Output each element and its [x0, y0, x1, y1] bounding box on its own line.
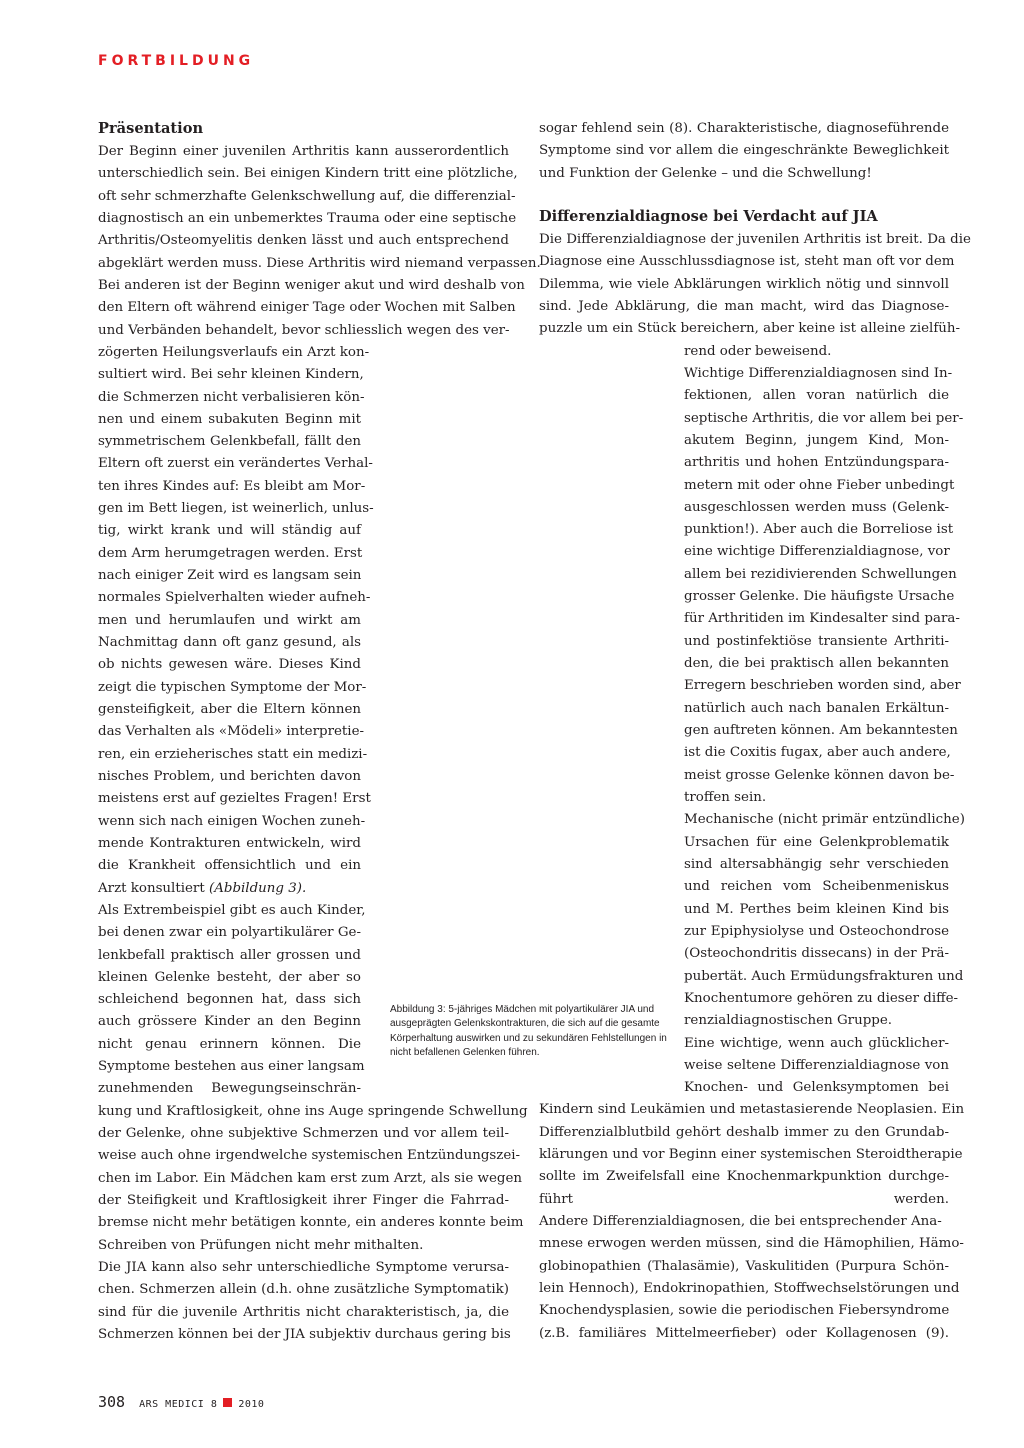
text-line: unterschiedlich sein. Bei einigen Kindern tritt eine plötzliche,: [98, 166, 518, 182]
text-line: sind für die juvenile Arthritis nicht charakteristisch, ja, die: [98, 1304, 509, 1320]
text-line: zunehmenden Bewegungseinschrän-: [98, 1081, 361, 1097]
text-line: zögerten Heilungsverlaufs ein Arzt kon-: [98, 344, 370, 360]
text-line: bremse nicht mehr betätigen konnte, ein anderes konnte beim: [98, 1215, 524, 1231]
text-line: Nachmittag dann oft ganz gesund, als: [98, 635, 361, 651]
journal-name: ARS MEDICI 8: [139, 1399, 218, 1410]
text-line: chen. Schmerzen allein (d.h. ohne zusätzliche Symptomatik): [98, 1282, 509, 1298]
text-line: Symptome bestehen aus einer langsam: [98, 1059, 365, 1075]
text-line: und postinfektiöse transiente Arthriti-: [684, 633, 949, 649]
text-line: renzialdiagnostischen Gruppe.: [684, 1013, 893, 1029]
text-line: schleichend begonnen hat, dass sich: [98, 992, 361, 1008]
text-line: und reichen vom Scheibenmeniskus: [684, 879, 949, 895]
text-line: Knochentumore gehören zu dieser diffe-: [684, 990, 959, 1006]
text-line: sollte im Zweifelsfall eine Knochenmarkpunktion durchge-: [539, 1169, 949, 1185]
text-line: sind. Jede Abklärung, die man macht, wird das Diagnose-: [539, 298, 949, 314]
text-line: dem Arm herumgetragen werden. Erst: [98, 545, 363, 561]
text-line: meist grosse Gelenke können davon be-: [684, 767, 955, 783]
text-line: Die JIA kann also sehr unterschiedliche Symptome verursa-: [98, 1260, 509, 1275]
text-line: klärungen und vor Beginn einer systemischen Steroidtherapie: [539, 1147, 963, 1163]
text-line: men und herumlaufen und wirkt am: [98, 612, 361, 628]
text-line: kleinen Gelenke besteht, der aber so: [98, 969, 361, 985]
text-line: Schreiben von Prüfungen nicht mehr mithalten.: [98, 1237, 424, 1253]
text-line: gen im Bett liegen, ist weinerlich, unlus-: [98, 501, 374, 517]
text-line: Dilemma, wie viele Abklärungen wirklich nötig und sinnvoll: [539, 276, 949, 292]
text-line: (Osteochondritis dissecans) in der Prä-: [684, 946, 949, 962]
text-line: lenkbefall praktisch aller grossen und: [98, 947, 361, 963]
text-line: zeigt die typischen Symptome der Mor-: [98, 679, 367, 695]
section-heading: Differenzialdiagnose bei Verdacht auf JIA: [539, 208, 878, 225]
figure-caption-line: Abbildung 3: 5-jähriges Mädchen mit polyartikulärer JIA und: [390, 1004, 655, 1015]
text-line: nisches Problem, und berichten davon: [98, 768, 361, 784]
text-line: die Schmerzen nicht verbalisieren kön-: [98, 389, 365, 405]
text-line: Schmerzen können bei der JIA subjektiv durchaus gering bis: [98, 1326, 511, 1342]
text-line: Andere Differenzialdiagnosen, die bei entsprechender Ana-: [539, 1214, 942, 1230]
text-line: der Steifigkeit und Kraftlosigkeit ihrer Finger die Fahrrad-: [98, 1193, 509, 1209]
text-line: grosser Gelenke. Die häufigste Ursache: [684, 589, 955, 605]
text-line: der Gelenke, ohne subjektive Schmerzen und vor allem teil-: [98, 1126, 509, 1142]
text-line: kung und Kraftlosigkeit, ohne ins Auge springende Schwellung: [98, 1103, 528, 1119]
text-line: mnese erwogen werden müssen, sind die Hämophilien, Hämo-: [539, 1236, 964, 1252]
page-footer: [98, 1393, 264, 1411]
text-line: das Verhalten als «Mödeli» interpretie-: [98, 724, 365, 740]
text-line: und Verbänden behandelt, bevor schliesslich wegen des ver-: [98, 322, 510, 338]
text-line: abgeklärt werden muss. Diese Arthritis wird niemand verpassen.: [98, 255, 541, 271]
text-line: Der Beginn einer juvenilen Arthritis kann ausserordentlich: [98, 144, 509, 159]
text-line: Kindern sind Leukämien und metastasierende Neoplasien. Ein: [539, 1102, 965, 1118]
text-line: globinopathien (Thalasämie), Vaskulitiden (Purpura Schön-: [539, 1258, 949, 1274]
text-line: pubertät. Auch Ermüdungsfrakturen und: [684, 968, 964, 984]
figure-caption-line: ausgeprägten Gelenkskontrakturen, die sich auf die gesamte: [390, 1018, 660, 1030]
text-line: wenn sich nach einigen Wochen zuneh-: [98, 813, 366, 829]
text-line: eine wichtige Differenzialdiagnose, vor: [684, 544, 950, 560]
figure-reference: (Abbildung 3).: [204, 880, 307, 896]
text-line: sind altersabhängig sehr verschieden: [684, 856, 949, 872]
text-line: Mechanische (nicht primär entzündliche): [684, 812, 965, 828]
text-line: puzzle um ein Stück bereichern, aber keine ist alleine zielfüh-: [539, 321, 961, 337]
text-line: weise seltene Differenzialdiagnose von: [684, 1057, 949, 1073]
text-line: mende Kontrakturen entwickeln, wird: [98, 835, 361, 851]
text-line: rend oder beweisend.: [684, 343, 832, 359]
text-line: gensteifigkeit, aber die Eltern können: [98, 702, 361, 717]
text-line: allem bei rezidivierenden Schwellungen: [684, 566, 957, 582]
text-line: tig, wirkt krank und will ständig auf: [98, 523, 361, 539]
text-line: chen im Labor. Ein Mädchen kam erst zum Arzt, als sie wegen: [98, 1170, 523, 1186]
section-heading: Präsentation: [98, 120, 204, 137]
text-line: (z.B. familiäres Mittelmeerfieber) oder Kollagenosen (9).: [539, 1325, 949, 1341]
text-line: meistens erst auf gezieltes Fragen! Erst: [98, 791, 371, 807]
text-line: Symptome sind vor allem die eingeschränkte Beweglichkeit: [539, 143, 949, 159]
text-line: akutem Beginn, jungem Kind, Mon-: [684, 432, 949, 448]
text-line: sultiert wird. Bei sehr kleinen Kindern,: [98, 367, 364, 383]
text-line: den, die bei praktisch allen bekannten: [684, 656, 949, 672]
text-line: punktion!). Aber auch die Borreliose ist: [684, 522, 954, 538]
text-line: Arzt konsultiert (Abbildung 3).: [98, 880, 307, 896]
text-line: Bei anderen ist der Beginn weniger akut und wird deshalb von: [98, 277, 525, 293]
text-line: Diagnose eine Ausschlussdiagnose ist, steht man oft vor dem: [539, 254, 955, 270]
text-line: Die Differenzialdiagnose der juvenilen Arthritis ist breit. Da die: [539, 232, 971, 247]
text-line: auch grössere Kinder an den Beginn: [98, 1014, 361, 1030]
text-line: führt werden.: [539, 1191, 949, 1207]
journal-year: 2010: [238, 1399, 265, 1410]
text-line: natürlich auch nach banalen Erkältun-: [684, 700, 949, 716]
text-line: nicht genau erinnern können. Die: [98, 1036, 361, 1052]
text-line: weise auch ohne irgendwelche systemischen Entzündungszei-: [98, 1148, 521, 1164]
text-line: für Arthritiden im Kindesalter sind para-: [684, 611, 960, 627]
text-line: symmetrischem Gelenkbefall, fällt den: [98, 434, 361, 450]
text-line: lein Hennoch), Endokrinopathien, Stoffwechselstörungen und: [539, 1281, 960, 1297]
text-line: die Krankheit offensichtlich und ein: [98, 858, 361, 874]
text-line: Knochen- und Gelenksymptomen bei: [684, 1080, 949, 1096]
text-line: arthritis und hohen Entzündungspara-: [684, 455, 949, 471]
text-line: und Funktion der Gelenke – und die Schwellung!: [539, 165, 872, 181]
page-number: 308: [98, 1393, 126, 1411]
text-line: metern mit oder ohne Fieber unbedingt: [684, 477, 955, 493]
text-line: nen und einem subakuten Beginn mit: [98, 411, 361, 427]
figure-caption-line: nicht befallenen Gelenken führen.: [390, 1046, 540, 1058]
text-line: Ursachen für eine Gelenkproblematik: [684, 834, 949, 850]
text-line: Knochendysplasien, sowie die periodischen Fiebersyndrome: [539, 1303, 950, 1319]
section-label: FORTBILDUNG: [98, 53, 255, 69]
text-line: Als Extrembeispiel gibt es auch Kinder,: [98, 902, 366, 918]
text-line: Erregern beschrieben worden sind, aber: [684, 678, 961, 694]
text-line: troffen sein.: [684, 790, 767, 805]
text-line: oft sehr schmerzhafte Gelenkschwellung auf, die differenzial-: [98, 188, 516, 204]
text-line: septische Arthritis, die vor allem bei per-: [684, 410, 964, 426]
text-line: fektionen, allen voran natürlich die: [684, 388, 949, 404]
text-line: ob nichts gewesen wäre. Dieses Kind: [98, 657, 361, 673]
text-line: ren, ein erzieherisches statt ein medizi-: [98, 746, 368, 762]
text-line: Eine wichtige, wenn auch glücklicher-: [684, 1035, 949, 1051]
text-line: zur Epiphysiolyse und Osteochondrose: [684, 923, 949, 939]
text-line: bei denen zwar ein polyartikulärer Ge-: [98, 925, 361, 941]
text-line: normales Spielverhalten wieder aufneh-: [98, 590, 371, 606]
text-line: Arthritis/Osteomyelitis denken lässt und auch entsprechend: [98, 233, 509, 249]
figure-caption-line: Körperhaltung auswirken und zu sekundären Fehlstellungen in: [390, 1032, 667, 1044]
text-line: Wichtige Differenzialdiagnosen sind In-: [684, 365, 953, 381]
text-line: Eltern oft zuerst ein verändertes Verhal-: [98, 456, 373, 472]
text-line: nach einiger Zeit wird es langsam sein: [98, 568, 362, 584]
text-line: Differenzialblutbild gehört deshalb immer zu den Grundab-: [539, 1124, 949, 1140]
text-line: gen auftreten können. Am bekanntesten: [684, 723, 958, 739]
text-line: den Eltern oft während einiger Tage oder Wochen mit Salben: [98, 300, 516, 316]
text-line: ausgeschlossen werden muss (Gelenk-: [684, 499, 949, 515]
red-square-icon: [223, 1398, 232, 1407]
text-line: ist die Coxitis fugax, aber auch andere,: [684, 745, 951, 761]
text-line: ten ihres Kindes auf: Es bleibt am Mor-: [98, 478, 366, 494]
text-line: sogar fehlend sein (8). Charakteristische, diagnoseführende: [539, 121, 949, 136]
text-line: diagnostisch an ein unbemerktes Trauma oder eine septische: [98, 210, 517, 226]
text-line: und M. Perthes beim kleinen Kind bis: [684, 901, 949, 917]
